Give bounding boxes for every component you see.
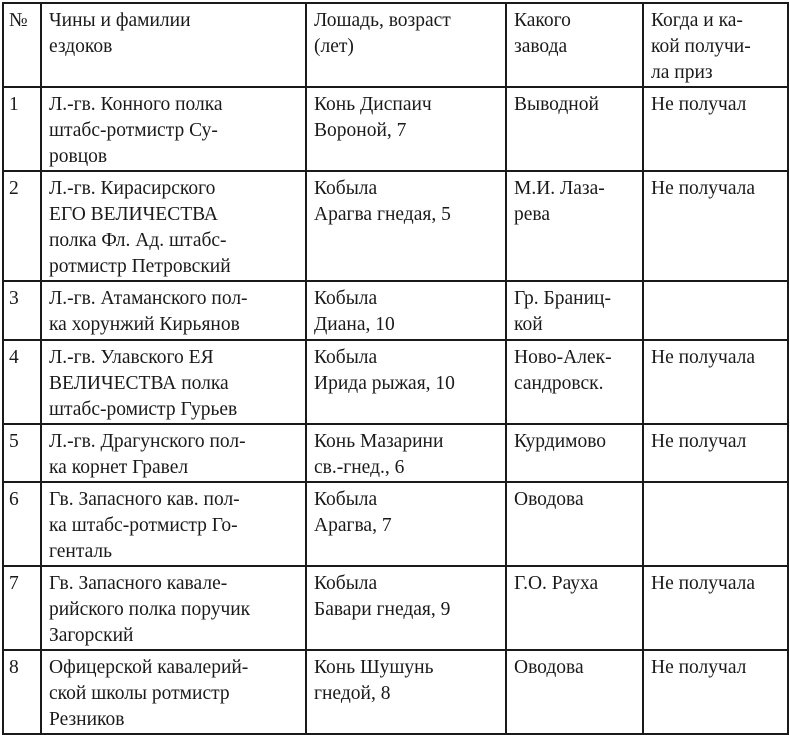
horse-cell: Кобыла Бавари гнедая, 9 — [306, 566, 506, 650]
horse-cell: Конь Мазарини св.-гнед., 6 — [306, 424, 506, 482]
table-row — [3, 482, 788, 566]
stud-cell: Выводной — [506, 87, 643, 171]
header-horse: Лошадь, возраст (лет) — [306, 3, 506, 87]
rider-cell: Гв. Запасного кав. пол- ка штабс-ротмистр Го- генталь — [41, 482, 306, 566]
row-number: 5 — [3, 424, 41, 482]
table-row — [3, 171, 788, 281]
stud-cell: М.И. Лаза- рева — [506, 171, 643, 281]
row-number: 7 — [3, 566, 41, 650]
header-riders: Чины и фамилии ездоков — [41, 3, 306, 87]
stud-cell: Г.О. Рауха — [506, 566, 643, 650]
table-row — [3, 340, 788, 424]
table-row — [3, 424, 788, 482]
rider-cell: Л.-гв. Улавского ЕЯ ВЕЛИЧЕСТВА полка штабс-ромистр Гурьев — [41, 340, 306, 424]
prize-cell — [643, 281, 788, 340]
row-number: 8 — [3, 650, 41, 734]
header-prize: Когда и ка- кой получи- ла приз — [643, 3, 788, 87]
row-number: 4 — [3, 340, 41, 424]
horse-cell: Конь Шушунь гнедой, 8 — [306, 650, 506, 734]
row-number: 3 — [3, 281, 41, 340]
horse-cell: Кобыла Ирида рыжая, 10 — [306, 340, 506, 424]
header-row — [3, 3, 788, 87]
table-row — [3, 87, 788, 171]
horse-cell: Кобыла Арагва гнедая, 5 — [306, 171, 506, 281]
rider-cell: Л.-гв. Драгунского пол- ка корнет Гравел — [41, 424, 306, 482]
prize-cell: Не получал — [643, 424, 788, 482]
horse-cell: Конь Диспаич Вороной, 7 — [306, 87, 506, 171]
stud-cell: Гр. Браниц- кой — [506, 281, 643, 340]
prize-cell: Не получал — [643, 87, 788, 171]
horse-cell: Кобыла Диана, 10 — [306, 281, 506, 340]
rider-cell: Л.-гв. Атаманского пол- ка хорунжий Кирьянов — [41, 281, 306, 340]
header-number: № — [3, 3, 41, 87]
riders-table — [2, 2, 789, 735]
row-number: 1 — [3, 87, 41, 171]
table-row — [3, 566, 788, 650]
prize-cell: Не получала — [643, 340, 788, 424]
horse-cell: Кобыла Арагва, 7 — [306, 482, 506, 566]
stud-cell: Оводова — [506, 650, 643, 734]
header-stud: Какого завода — [506, 3, 643, 87]
rider-cell: Офицерской кавалерий- ской школы ротмистр Резников — [41, 650, 306, 734]
table-row — [3, 650, 788, 734]
prize-cell: Не получал — [643, 650, 788, 734]
rider-cell: Гв. Запасного кавале- рийского полка поручик Загорский — [41, 566, 306, 650]
table-row — [3, 281, 788, 340]
stud-cell: Курдимово — [506, 424, 643, 482]
row-number: 2 — [3, 171, 41, 281]
rider-cell: Л.-гв. Конного полка штабс-ротмистр Су- ровцов — [41, 87, 306, 171]
prize-cell — [643, 482, 788, 566]
rider-cell: Л.-гв. Кирасирского ЕГО ВЕЛИЧЕСТВА полка Фл. Ад. штабс- ротмистр Петровский — [41, 171, 306, 281]
row-number: 6 — [3, 482, 41, 566]
stud-cell: Оводова — [506, 482, 643, 566]
prize-cell: Не получала — [643, 171, 788, 281]
stud-cell: Ново-Алек- сандровск. — [506, 340, 643, 424]
prize-cell: Не получала — [643, 566, 788, 650]
